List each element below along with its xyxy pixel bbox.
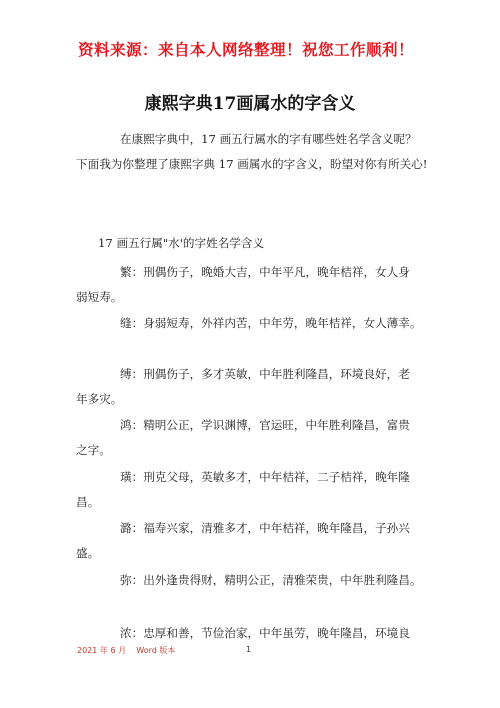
entry-feng <box>76 311 436 336</box>
page-title: 康熙字典17画属水的字含义 <box>144 94 356 114</box>
source-banner: 资料来源：来自本人网络整理！祝您工作顺利！ <box>78 40 415 59</box>
footer-date <box>77 645 175 656</box>
intro-line-1: 在康熙字典中，17 画五行属水的字有哪些姓名学含义呢？ <box>120 132 417 146</box>
page-number: 1 <box>246 645 252 654</box>
intro-line-2: 下面我为你整理了康熙字典 17 画属水的字含义，盼望对你有所关心! <box>76 157 428 171</box>
entry-fan <box>76 260 436 310</box>
entry-fu <box>76 362 436 412</box>
entry-line: 浓：忠厚和善，节俭治家，中年虽劳，晚年隆昌，环境良 <box>120 626 410 640</box>
entry-line: 璜：刑克父母，英敏多才，中年桔祥，二子桔祥，晚年隆 <box>120 470 410 484</box>
entry-huang <box>76 465 436 515</box>
entry-nong <box>76 621 436 646</box>
section-heading: 17 画五行属"水'的字姓名学含义 <box>98 236 265 250</box>
entry-line-continued: 年多灾。 <box>76 392 123 406</box>
entry-mi <box>76 568 436 593</box>
entry-line: 潞：福寿兴家，清雅多才，中年桔祥，晚年隆昌，子孙兴 <box>120 521 410 535</box>
entry-lu <box>76 516 436 566</box>
footer-edition-label: Word 版本 <box>136 646 176 655</box>
footer-date-label: 2021 年 6 月 <box>77 646 127 655</box>
entry-line: 缝：身弱短寿，外祥内苦，中年劳，晚年桔祥，女人薄幸。 <box>120 316 422 330</box>
entry-line: 繁：刑偶伤子，晚婚大吉，中年平凡，晚年桔祥，女人身 <box>120 265 410 279</box>
entry-line-continued: 昌。 <box>76 495 100 509</box>
entry-line-continued: 盛。 <box>76 546 100 560</box>
entry-line: 弥：出外逢贵得财，精明公正，清雅荣贵，中年胜利隆昌。 <box>120 573 422 587</box>
entry-line: 缚：刑偶伤子，多才英敏，中年胜利隆昌，环境良好，老 <box>120 367 410 381</box>
entry-line-continued: 弱短寿。 <box>76 290 123 304</box>
entry-line: 鸿：精明公正，学识渊博，官运旺，中年胜利隆昌，富贵 <box>120 418 410 432</box>
entry-line-continued: 之字。 <box>76 443 111 457</box>
entry-hong <box>76 413 436 463</box>
